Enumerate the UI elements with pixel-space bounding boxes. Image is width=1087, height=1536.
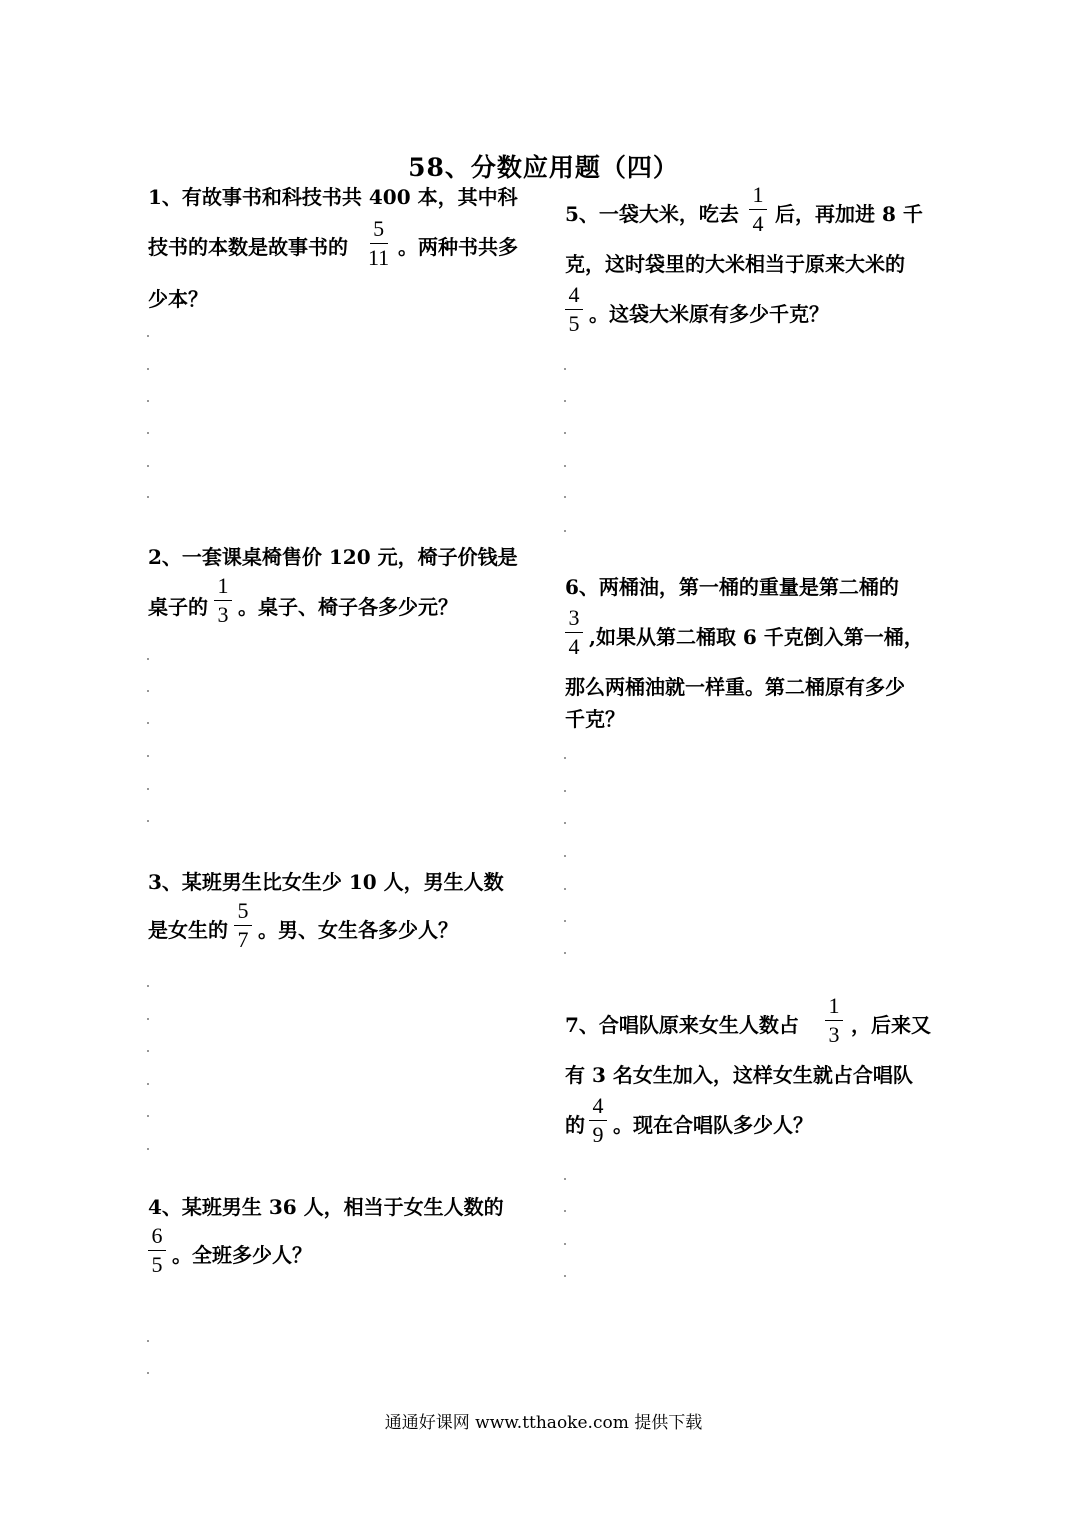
fraction-4-5 <box>565 284 583 335</box>
problem-5-line-1b: 后，再加进 8 千 <box>775 202 923 226</box>
problem-4-line-2b: 。全班多少人？ <box>172 1243 312 1267</box>
problem-5-line-3b: 。这袋大米原有多少千克？ <box>589 302 829 326</box>
guide-dot <box>564 790 566 792</box>
guide-dot <box>564 757 566 759</box>
guide-dot <box>564 1243 566 1245</box>
guide-dot <box>147 658 149 660</box>
problem-2-line-2a: 桌子的 <box>148 595 208 619</box>
fraction-4-9 <box>589 1095 607 1146</box>
fraction-numerator: 1 <box>749 184 767 210</box>
fraction-numerator: 4 <box>589 1095 607 1121</box>
guide-dot <box>564 822 566 824</box>
guide-dot <box>147 820 149 822</box>
problem-7-line-3b: 。现在合唱队多少人？ <box>613 1113 813 1137</box>
problem-6-line-2b: ,如果从第二桶取 6 千克倒入第一桶， <box>589 625 924 649</box>
fraction-1-4 <box>749 184 767 235</box>
guide-dot <box>147 788 149 790</box>
guide-dot <box>147 722 149 724</box>
guide-dot <box>147 368 149 370</box>
fraction-1-3 <box>825 995 843 1046</box>
guide-dot <box>147 1372 149 1374</box>
fraction-denominator: 3 <box>828 1022 840 1047</box>
guide-dot <box>147 1018 149 1020</box>
problem-7-line-1b: ，后来又 <box>851 1013 931 1037</box>
guide-dot <box>147 335 149 337</box>
fraction-5-7 <box>234 900 252 951</box>
fraction-numerator: 5 <box>370 218 388 244</box>
page-title: 58、分数应用题（四） <box>408 153 679 182</box>
problem-7-line-3a: 的 <box>565 1113 585 1137</box>
guide-dot <box>564 1178 566 1180</box>
guide-dot <box>564 952 566 954</box>
fraction-6-5 <box>148 1225 166 1276</box>
guide-dot <box>147 1340 149 1342</box>
guide-dot <box>564 855 566 857</box>
problem-1-line-2b: 。两种书共多 <box>398 235 518 259</box>
problem-2-line-2b: 。桌子、椅子各多少元？ <box>238 595 458 619</box>
fraction-numerator: 4 <box>565 284 583 310</box>
guide-dot <box>147 465 149 467</box>
guide-dot <box>564 496 566 498</box>
problem-1-line-1: 1、有故事书和科技书共 400 本，其中科 <box>148 185 518 209</box>
problem-6-line-1: 6、两桶油，第一桶的重量是第二桶的 <box>565 575 899 599</box>
guide-dot <box>147 400 149 402</box>
footer-credit: 通通好课网 www.tthaoke.com 提供下载 <box>384 1413 703 1433</box>
fraction-3-4 <box>565 607 583 658</box>
fraction-denominator: 4 <box>752 211 764 236</box>
guide-dot <box>564 400 566 402</box>
fraction-denominator: 5 <box>568 311 580 336</box>
fraction-denominator: 9 <box>592 1122 604 1147</box>
guide-dot <box>147 690 149 692</box>
problem-6-line-4: 千克？ <box>565 707 625 731</box>
fraction-numerator: 1 <box>825 995 843 1021</box>
guide-dot <box>564 1210 566 1212</box>
problem-2-line-1: 2、一套课桌椅售价 120 元，椅子价钱是 <box>148 545 518 569</box>
problem-6-line-3: 那么两桶油就一样重。第二桶原有多少 <box>565 675 905 699</box>
fraction-denominator: 5 <box>151 1252 163 1277</box>
fraction-numerator: 3 <box>565 607 583 633</box>
guide-dot <box>147 1050 149 1052</box>
guide-dot <box>147 496 149 498</box>
guide-dot <box>564 530 566 532</box>
guide-dot <box>147 432 149 434</box>
guide-dot <box>564 888 566 890</box>
fraction-1-3 <box>214 575 232 626</box>
problem-4-line-1: 4、某班男生 36 人，相当于女生人数的 <box>148 1195 504 1219</box>
problem-5-line-2: 克，这时袋里的大米相当于原来大米的 <box>565 252 905 276</box>
fraction-denominator: 7 <box>237 927 249 952</box>
problem-5-line-1a: 5、一袋大米，吃去 <box>565 202 739 226</box>
fraction-numerator: 1 <box>214 575 232 601</box>
fraction-denominator: 4 <box>568 634 580 659</box>
guide-dot <box>564 432 566 434</box>
fraction-denominator: 11 <box>368 245 390 270</box>
guide-dot <box>564 465 566 467</box>
guide-dot <box>147 755 149 757</box>
fraction-numerator: 6 <box>148 1225 166 1251</box>
guide-dot <box>564 920 566 922</box>
problem-7-line-2: 有 3 名女生加入，这样女生就占合唱队 <box>565 1063 913 1087</box>
guide-dot <box>147 1083 149 1085</box>
problem-3-line-2b: 。男、女生各多少人？ <box>258 918 458 942</box>
fraction-5-11 <box>368 218 389 269</box>
guide-dot <box>564 1275 566 1277</box>
problem-1-line-3: 少本？ <box>148 287 208 311</box>
guide-dot <box>147 1148 149 1150</box>
guide-dot <box>147 985 149 987</box>
problem-3-line-1: 3、某班男生比女生少 10 人，男生人数 <box>148 870 504 894</box>
guide-dot <box>564 368 566 370</box>
problem-7-line-1a: 7、合唱队原来女生人数占 <box>565 1013 799 1037</box>
problem-1-line-2a: 技书的本数是故事书的 <box>148 235 348 259</box>
fraction-numerator: 5 <box>234 900 252 926</box>
guide-dot <box>147 1115 149 1117</box>
fraction-denominator: 3 <box>217 602 229 627</box>
problem-3-line-2a: 是女生的 <box>148 918 228 942</box>
